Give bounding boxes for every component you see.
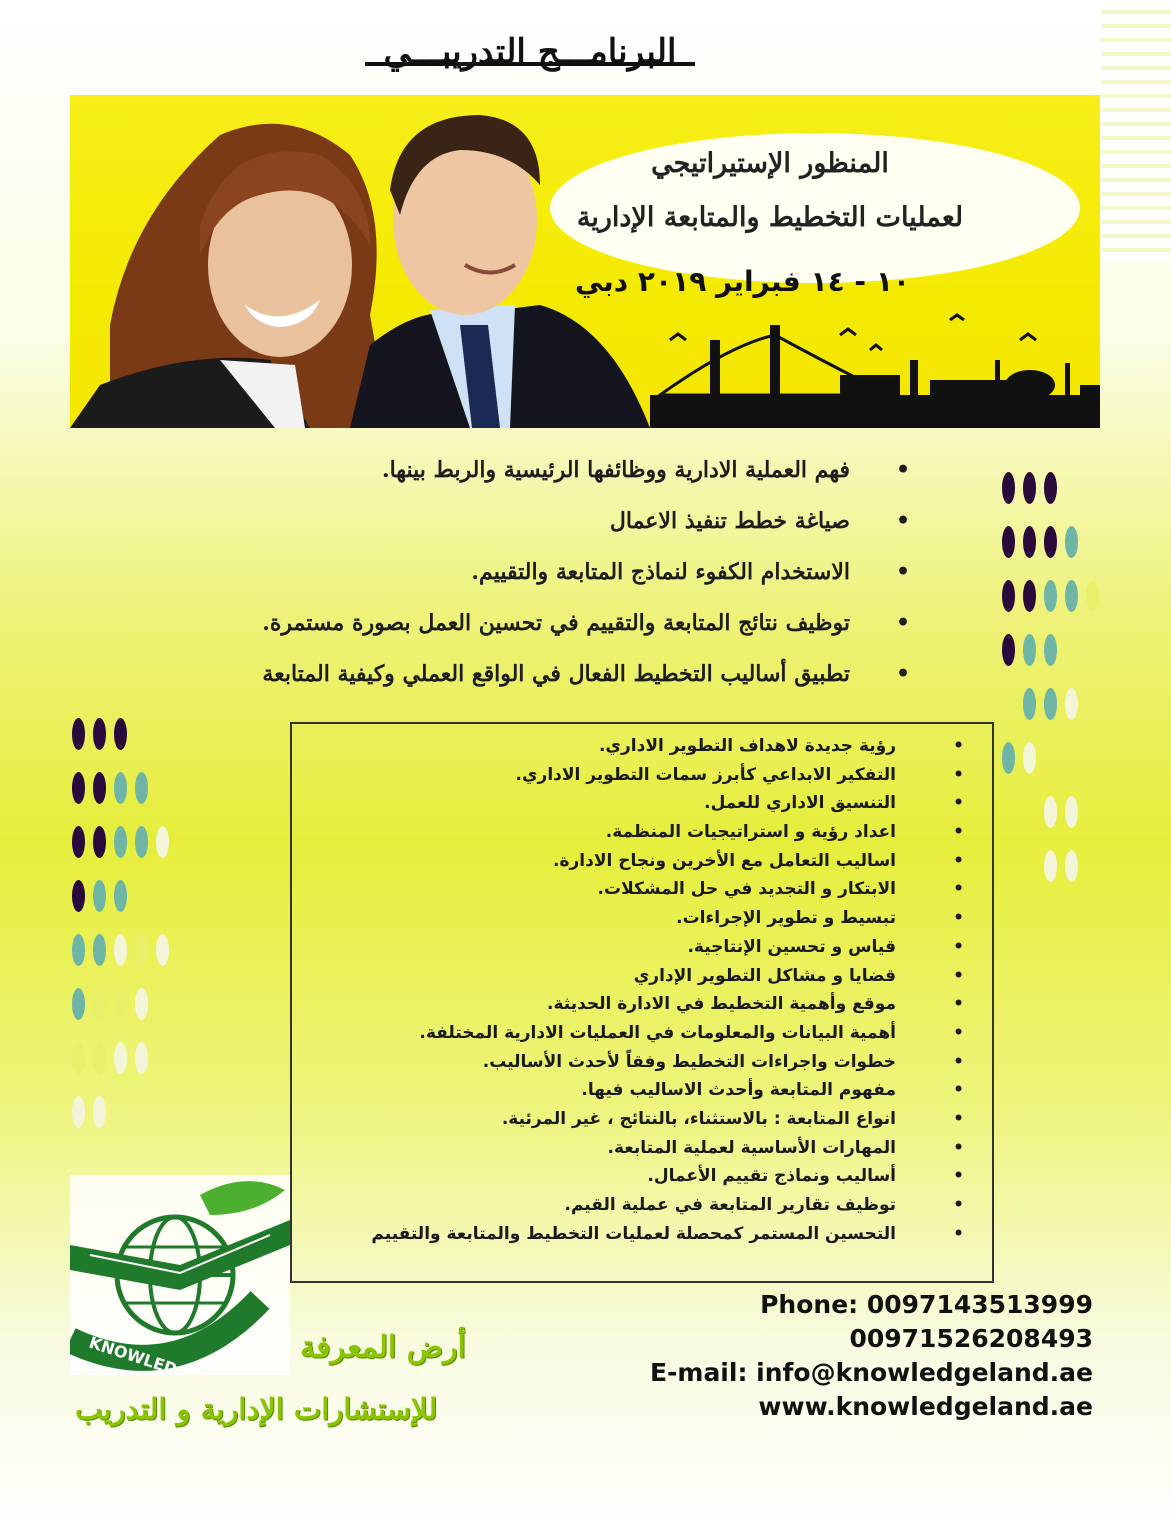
decorative-dot (93, 718, 106, 750)
decorative-dot (1044, 688, 1057, 720)
objective-item: • توظيف نتائج المتابعة والتقييم في تحسين العمل بصورة مستمرة. (80, 603, 910, 654)
decorative-dot (1002, 742, 1015, 774)
topic-item: • مفهوم المتابعة وأحدث الاساليب فيها. (324, 1076, 964, 1105)
decorative-dot (114, 772, 127, 804)
decorative-dot (1065, 850, 1078, 882)
decorative-dot (93, 934, 106, 966)
decorative-dot (1044, 526, 1057, 558)
decorative-dot (1002, 634, 1015, 666)
decorative-dot (114, 826, 127, 858)
decorative-dot (1044, 634, 1057, 666)
city-skyline (650, 325, 1100, 428)
decorative-dot (72, 826, 85, 858)
topic-item: • التنسيق الاداري للعمل. (324, 789, 964, 818)
decorative-dot (93, 1096, 106, 1128)
objective-item: • فهم العملية الادارية ووظائفها الرئيسية والربط بينها. (80, 450, 910, 501)
topic-item: • قضايا و مشاكل التطوير الإداري (324, 962, 964, 991)
date-location: ١٠ - ١٤ فبراير ٢٠١٩ دبي (574, 265, 910, 298)
decorative-dot (114, 988, 127, 1020)
topic-item: • خطوات واجراءات التخطيط وفقاً لأحدث الأساليب. (324, 1048, 964, 1077)
decorative-dot (156, 826, 169, 858)
topic-item: • التحسين المستمر كمحصلة لعمليات التخطيط والمتابعة والتقييم (324, 1220, 964, 1249)
decorative-dot (1044, 850, 1057, 882)
topic-item: • موقع وأهمية التخطيط في الادارة الحديثة. (324, 990, 964, 1019)
program-title: البرنامـــج التدريبـــي (300, 32, 760, 66)
decorative-dot (1044, 796, 1057, 828)
decorative-dot (72, 934, 85, 966)
decorative-dot (135, 988, 148, 1020)
topic-item: • انواع المتابعة : بالاستثناء، بالنتائج ، غير المرئية. (324, 1105, 964, 1134)
brand-name-line1: أرض المعرفة (300, 1330, 466, 1365)
decorative-dot (72, 1042, 85, 1074)
decorative-dot (1044, 580, 1057, 612)
topic-item: • رؤية جديدة لاهداف التطوير الاداري. (324, 732, 964, 761)
decorative-dot (1023, 634, 1036, 666)
objective-item: • تطبيق أساليب التخطيط الفعال في الواقع العملي وكيفية المتابعة (80, 654, 910, 705)
decorative-dot (1044, 472, 1057, 504)
decorative-dot (93, 1042, 106, 1074)
decorative-dot (135, 826, 148, 858)
topics-list (324, 732, 964, 1248)
topic-item: • تبسيط و تطوير الإجراءات. (324, 904, 964, 933)
decorative-dot (72, 772, 85, 804)
topic-item: • توظيف تقارير المتابعة في عملية القيم. (324, 1191, 964, 1220)
decorative-dot (1002, 526, 1015, 558)
objective-item: • الاستخدام الكفوء لنماذج المتابعة والتقييم. (80, 552, 910, 603)
decorative-dot (135, 772, 148, 804)
decorative-dot (93, 772, 106, 804)
decorative-dot (114, 934, 127, 966)
decorative-dot (93, 880, 106, 912)
objective-item: • صياغة خطط تنفيذ الاعمال (80, 501, 910, 552)
decorative-dot (1065, 526, 1078, 558)
decorative-stripes (1101, 0, 1171, 260)
objectives-list (80, 450, 910, 705)
topics-box (290, 722, 994, 1283)
decorative-dot (1065, 688, 1078, 720)
knowledge-land-logo (70, 1175, 290, 1375)
headline-line1: المنظور الإستيراتيجي (651, 148, 889, 179)
topic-item: • أهمية البيانات والمعلومات في العمليات الادارية المختلفة. (324, 1019, 964, 1048)
topic-item: • أساليب ونماذج تقييم الأعمال. (324, 1162, 964, 1191)
decorative-dot (72, 718, 85, 750)
decorative-dot (93, 826, 106, 858)
decorative-dot (1002, 580, 1015, 612)
decorative-dot (72, 988, 85, 1020)
contact-info (650, 1288, 1093, 1424)
topic-item: • قياس و تحسين الإنتاجية. (324, 933, 964, 962)
decorative-dot (1065, 580, 1078, 612)
decorative-dot (1023, 688, 1036, 720)
decorative-dot (1002, 472, 1015, 504)
topic-item: • اعداد رؤية و استراتيجيات المنظمة. (324, 818, 964, 847)
phone-secondary: 00971526208493 (849, 1324, 1093, 1353)
decorative-dot (1023, 580, 1036, 612)
decorative-dot (156, 934, 169, 966)
phone-line: Phone: 0097143513999 (760, 1290, 1093, 1319)
decorative-dot (114, 1042, 127, 1074)
topic-item: • اساليب التعامل مع الأخرين ونجاح الادارة. (324, 847, 964, 876)
woman-photo (70, 124, 390, 428)
website-link[interactable]: www.knowledgeland.ae (758, 1392, 1093, 1421)
decorative-dot (72, 880, 85, 912)
brand-name-line2: للإستشارات الإدارية و التدريب (75, 1392, 438, 1426)
decorative-dot (114, 718, 127, 750)
email-line: E-mail: info@knowledgeland.ae (649, 1358, 1093, 1387)
decorative-dot (93, 988, 106, 1020)
decorative-dot (135, 1042, 148, 1074)
topic-item: • الابتكار و التجديد في حل المشكلات. (324, 875, 964, 904)
headline-line2: لعمليات التخطيط والمتابعة الإدارية (576, 202, 964, 233)
decorative-dot (1023, 472, 1036, 504)
decorative-dot (1023, 742, 1036, 774)
decorative-dot (114, 880, 127, 912)
course-headline (510, 137, 1030, 245)
decorative-dot (72, 1096, 85, 1128)
decorative-dot (1065, 796, 1078, 828)
banner (70, 95, 1100, 428)
topic-item: • التفكير الابداعي كأبرز سمات التطوير الاداري. (324, 761, 964, 790)
decorative-dot (135, 934, 148, 966)
decorative-dot (1023, 526, 1036, 558)
decorative-dot (1086, 580, 1099, 612)
topic-item: • المهارات الأساسية لعملية المتابعة. (324, 1134, 964, 1163)
birds-icon (670, 315, 1036, 350)
